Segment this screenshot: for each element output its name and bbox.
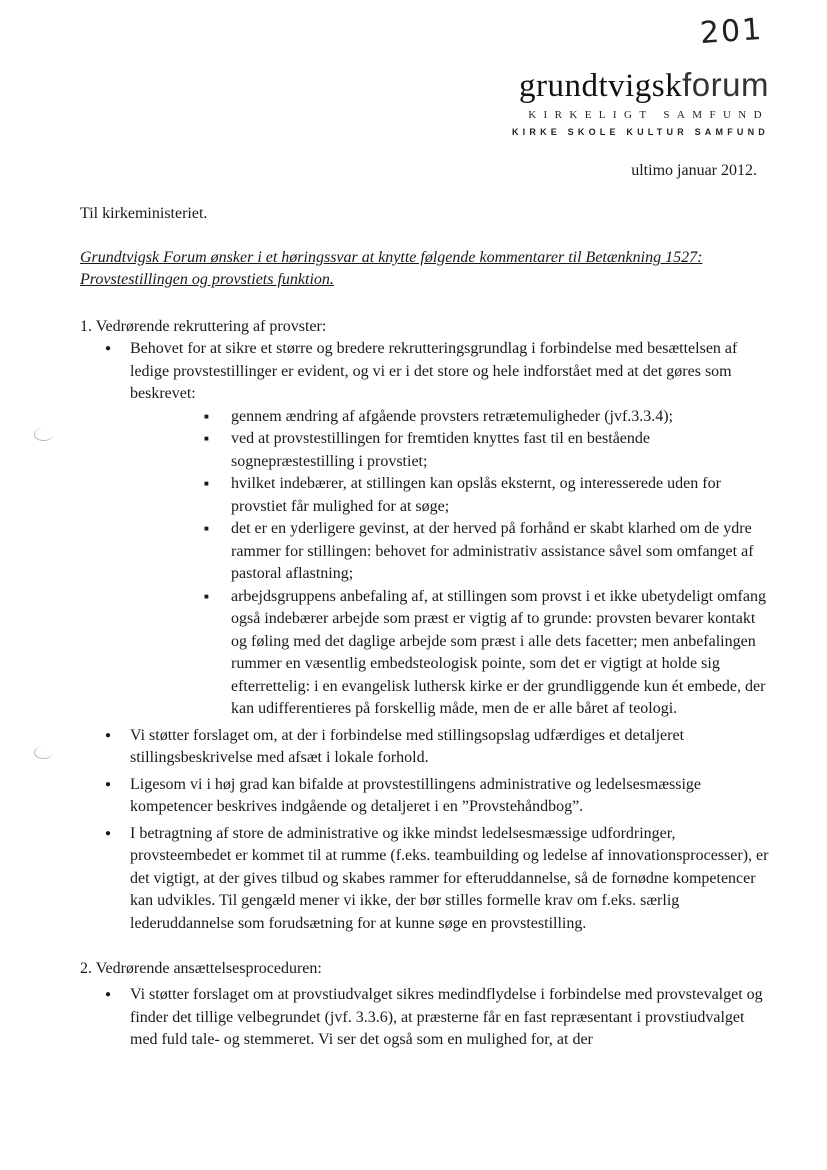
handwritten-page-number: 201 <box>698 11 765 52</box>
intro-heading: Grundtvigsk Forum ønsker i et høringssvar at knytte følgende kommentarer til Betænkning 1527: Provstestillingen og provstiets funktion. <box>80 249 703 288</box>
logo-wordmark-part2: forum <box>682 66 769 103</box>
sub-list-item: ■ gennem ændring af afgående provsters retrætemuligheder (jvf.3.3.4); <box>80 406 770 429</box>
sub-bullet-list <box>80 406 770 721</box>
section-hiring-procedure <box>80 958 770 1052</box>
section-title: 2. Vedrørende ansættelsesproceduren: <box>80 960 322 977</box>
logo-wordmark <box>512 66 769 105</box>
list-item: ● I betragtning af store de administrative og ikke mindst ledelsesmæssige udfordringer, provsteembedet er kommet til at rumme (f.eks. teambuilding og ledelse af innovationsprocesser), er det vigtigt, at der gives tilbud og skabes rammer for efteruddannelse, så de fornødne kompetencer kan udvikles. Til gengæld mener vi ikke, der bør stilles formelle krav om f.eks. særlig lederuddannelse som forudsætning for at kunne søge en provstestilling. <box>80 823 770 936</box>
section-title: 1. Vedrørende rekruttering af provster: <box>80 318 327 335</box>
list-item: ● Vi støtter forslaget om, at der i forbindelse med stillingsopslag udfærdiges et detaljeret stillingsbeskrivelse med afsæt i lokale forhold. <box>80 725 770 770</box>
sub-list-item: ■ arbejdsgruppens anbefaling af, at stillingen som provst i et ikke ubetydeligt omfang også indebærer arbejde som præst er vigtig af to grunde: provsten bevarer kontakt og føling med det daglige arbejde som præst i alle dets facetter; men anbefalingen rummer en væsentlig embedsteologisk pointe, som det er vigtigt at holde sig efterrettelig: i en evangelisk luthersk kirke er der grundliggende kun ét embede, der kan udifferentieres på forskellig måde, men de er alle båret af teologi. <box>80 586 770 721</box>
list-item: ● Vi støtter forslaget om at provstiudvalget sikres medindflydelse i forbindelse med provstevalget og finder det tillige velbegrundet (jvf. 3.3.6), at præsterne får en fast repræsentant i provstiudvalget med fuld tale- og stemmeret. Vi ser det også som en mulighed for, at der <box>80 984 770 1052</box>
logo-wordmark-part1: grundtvigsk <box>518 68 683 104</box>
bullet-list <box>80 338 770 406</box>
recipient-line: Til kirkeministeriet. <box>80 205 208 222</box>
punch-hole-mark <box>34 428 53 441</box>
bullet-list <box>80 984 770 1052</box>
sub-list-item: ■ ved at provstestillingen for fremtiden knyttes fast til en bestående sognepræstestilling i provstiet; <box>80 428 770 473</box>
sub-list-item: ■ hvilket indebærer, at stillingen kan opslås eksternt, og interesserede uden for provstiet får mulighed for at søge; <box>80 473 770 518</box>
logo-subtitle: KIRKELIGT SAMFUND <box>528 109 769 121</box>
organization-logo <box>512 66 769 137</box>
letter-date: ultimo januar 2012. <box>631 162 757 179</box>
bullet-list <box>80 725 770 936</box>
logo-tagline: KIRKE SKOLE KULTUR SAMFUND <box>511 127 769 137</box>
section-recruitment <box>80 316 770 935</box>
punch-hole-mark <box>34 746 53 759</box>
list-item: ● Behovet for at sikre et større og bredere rekrutteringsgrundlag i forbindelse med besættelsen af ledige provstestillinger er evident, og vi er i det store og hele indforstået med at det gøres som beskrevet: <box>80 338 770 406</box>
sub-list-item: ■ det er en yderligere gevinst, at der herved på forhånd er skabt klarhed om de ydre rammer for stillingen: behovet for administrativ assistance såvel som omfanget af pastoral aflastning; <box>80 518 770 586</box>
list-item: ● Ligesom vi i høj grad kan bifalde at provstestillingens administrative og ledelsesmæssige kompetencer beskrives indgående og detaljeret i en ”Provstehåndbog”. <box>80 774 770 819</box>
